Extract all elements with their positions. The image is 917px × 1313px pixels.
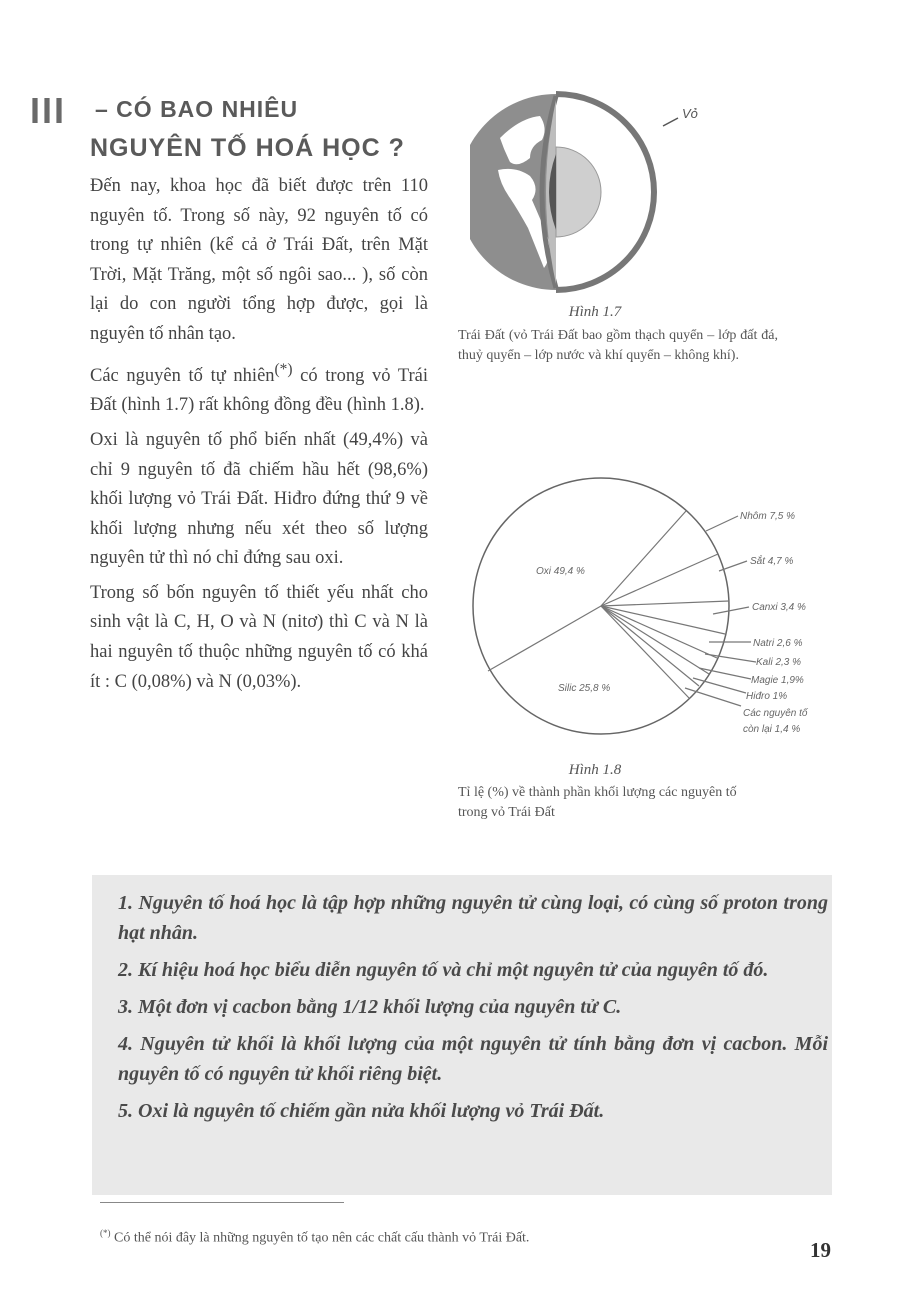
pie-label-canxi: Canxi 3,4 % xyxy=(752,602,806,613)
footnote xyxy=(100,1228,529,1247)
figure-1-8-caption: Tỉ lệ (%) về thành phần khối lượng các nguyên tố trong vỏ Trái Đất xyxy=(458,785,737,820)
pie-label-sat: Sắt 4,7 % xyxy=(750,556,794,567)
text: có trong vỏ Trái Đất (hình 1.7) rất không đồng đều (hình 1.8). xyxy=(90,365,428,416)
figure-1-7-title: Hình 1.7 xyxy=(568,304,622,320)
pie-label-other: Các nguyên tố xyxy=(743,708,808,719)
pie-label-natri: Natri 2,6 % xyxy=(753,638,803,649)
body-text xyxy=(90,172,428,702)
summary-item: 1. Nguyên tố hoá học là tập hợp những nguyên tử cùng loại, có cùng số proton trong hạt nhân. xyxy=(118,892,828,944)
body-paragraph: Đến nay, khoa học đã biết được trên 110 nguyên tố. Trong số này, 92 nguyên tố có trong tự nhiên (kể cả ở Trái Đất, trên Mặt Trời, Mặt Trăng, một số ngôi sao... ), số còn lại do con người tổng hợp được, gọi là nguyên tố nhân tạo. xyxy=(90,176,428,344)
pie-label-hidro: Hiđro 1% xyxy=(746,691,788,702)
footnote-marker: (*) xyxy=(100,1228,111,1238)
summary-item: 5. Oxi là nguyên tố chiếm gần nửa khối lượng vỏ Trái Đất. xyxy=(118,1100,605,1122)
pie-label-kali: Kali 2,3 % xyxy=(756,657,802,668)
figure-1-8-title: Hình 1.8 xyxy=(568,762,622,778)
section-title-line2: NGUYÊN TỐ HOÁ HỌC ? xyxy=(90,134,405,162)
figure-1-7-caption: Trái Đất (vỏ Trái Đất bao gồm thạch quyển – lớp đất đá, thuỷ quyển – lớp nước và khí quyển – không khí). xyxy=(458,328,778,363)
body-paragraph xyxy=(90,355,428,421)
footnote-ref: (*) xyxy=(274,360,293,378)
body-paragraph: Trong số bốn nguyên tố thiết yếu nhất cho sinh vật là C, H, O và N (nitơ) thì C và N là hai nguyên tố thuộc những nguyên tố có khá ít : C (0,08%) và N (0,03%). xyxy=(90,582,428,692)
crust-label: Vỏ xyxy=(682,106,698,121)
pie-label-nhom: Nhôm 7,5 % xyxy=(740,511,796,522)
footnote-divider xyxy=(100,1202,344,1203)
pie-label-other-value: còn lại 1,4 % xyxy=(743,724,801,735)
earth-cross-section-figure xyxy=(470,88,750,293)
page-number: 19 xyxy=(810,1238,831,1262)
pie-label-oxi: Oxi 49,4 % xyxy=(536,566,585,577)
summary-item: 4. Nguyên tử khối là khối lượng của một nguyên tử tính bằng đơn vị cacbon. Mỗi nguyên tố có nguyên tử khối riêng biệt. xyxy=(118,1033,828,1085)
summary-item: 3. Một đơn vị cacbon bằng 1/12 khối lượng của nguyên tử C. xyxy=(118,996,622,1018)
section-title-line1: – CÓ BAO NHIÊU xyxy=(95,96,299,122)
pie-label-silic: Silic 25,8 % xyxy=(558,683,611,694)
section-roman-numeral: III xyxy=(30,90,67,131)
footnote-text: Có thể nói đây là những nguyên tố tạo nên các chất cấu thành vỏ Trái Đất. xyxy=(110,1230,530,1246)
summary-item: 2. Kí hiệu hoá học biểu diễn nguyên tố và chỉ một nguyên tử của nguyên tố đó. xyxy=(118,959,769,981)
summary-list xyxy=(118,888,828,1133)
pie-label-magie: Magie 1,9% xyxy=(751,675,804,686)
element-abundance-pie-chart xyxy=(460,470,917,750)
body-paragraph: Oxi là nguyên tố phổ biến nhất (49,4%) và chỉ 9 nguyên tố đã chiếm hầu hết (98,6%) khối lượng vỏ Trái Đất. Hiđro đứng thứ 9 về khối lượng nhưng nếu xét theo số lượng nguyên tử thì nó chỉ đứng sau oxi. xyxy=(90,429,428,569)
text: Các nguyên tố tự nhiên xyxy=(90,365,275,386)
